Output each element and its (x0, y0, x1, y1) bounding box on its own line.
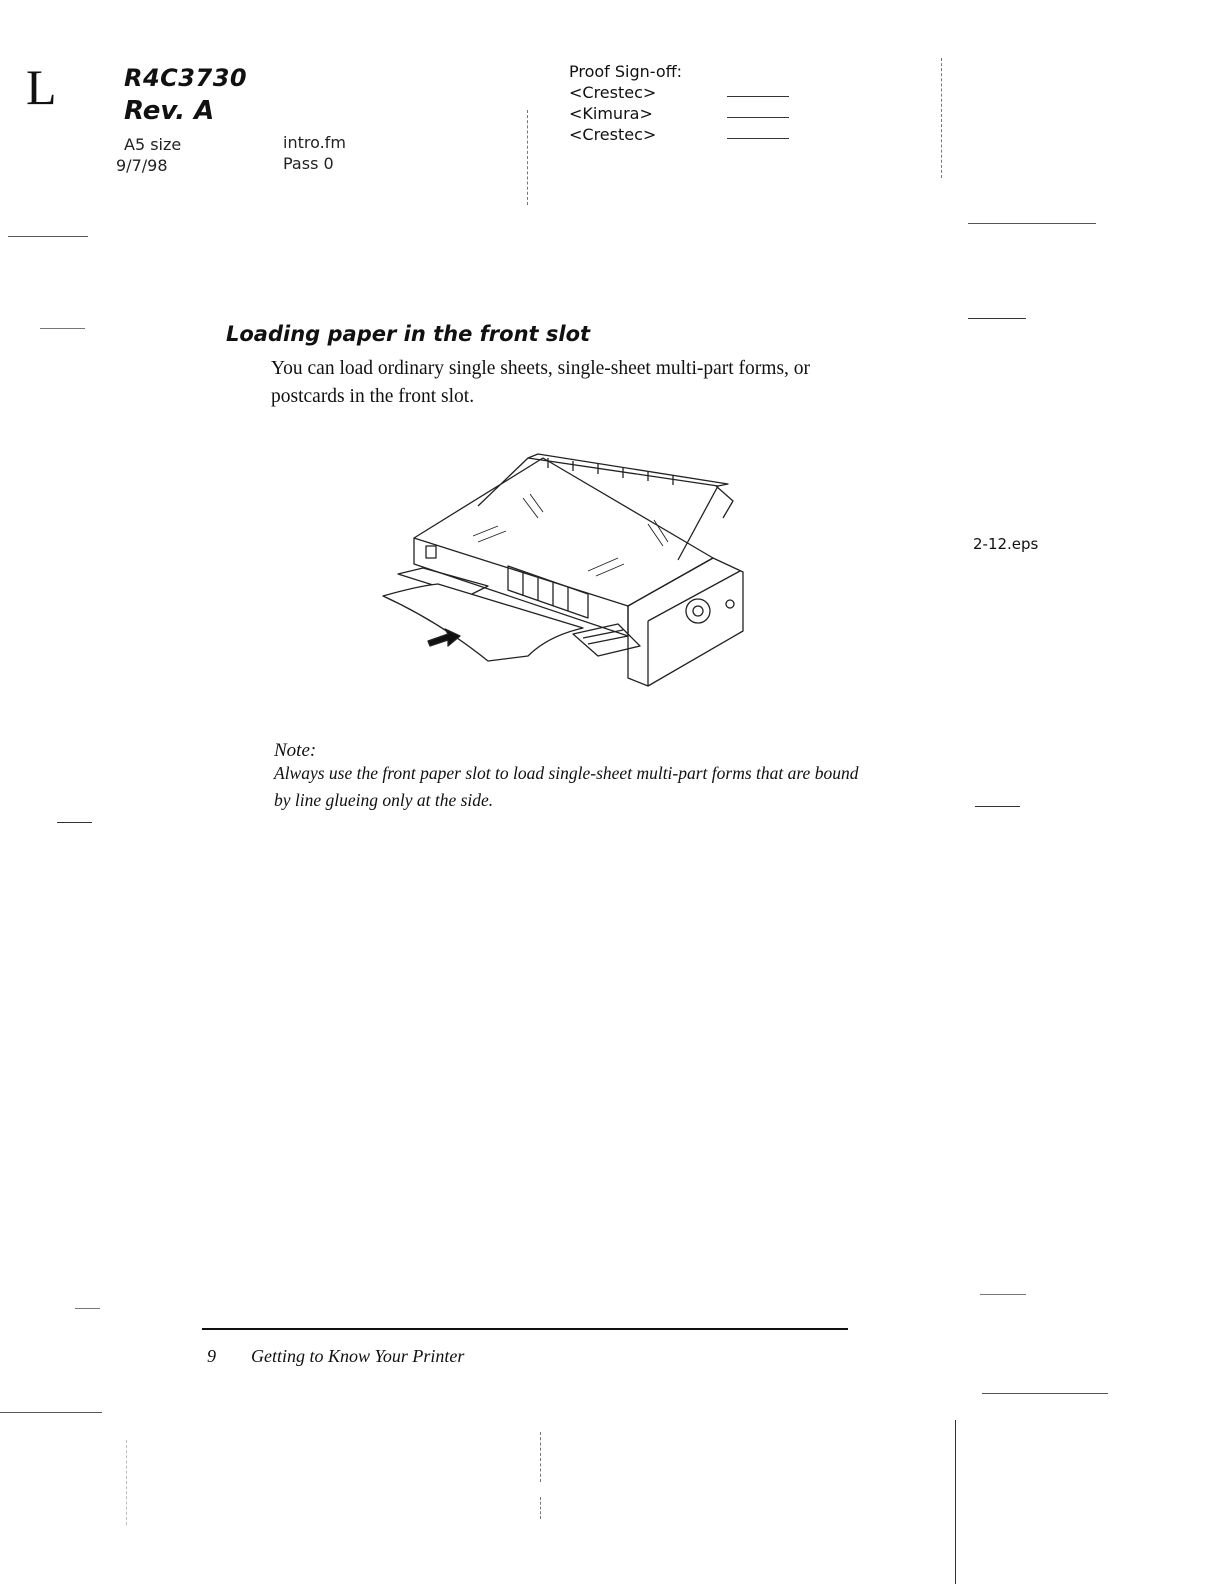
note-text: Always use the front paper slot to load single-sheet multi-part forms that are bound by line glueing only at the side. (274, 763, 859, 810)
document-code: R4C3730 (124, 64, 248, 92)
crop-mark (975, 806, 1020, 807)
note-heading: Note: (274, 740, 317, 761)
crop-mark (968, 223, 1096, 224)
crop-mark (0, 1412, 102, 1413)
crop-mark (941, 58, 942, 178)
pass-number: Pass 0 (283, 154, 334, 173)
crop-mark (40, 328, 85, 329)
crop-mark (980, 1294, 1026, 1295)
crop-mark (540, 1497, 541, 1519)
section-heading: Loading paper in the front slot (226, 322, 591, 346)
crop-mark (57, 822, 92, 823)
printer-illustration (378, 446, 748, 696)
signoff-line (727, 117, 789, 118)
crop-mark (982, 1393, 1108, 1394)
crop-mark (126, 1440, 127, 1525)
chapter-title: Getting to Know Your Printer (251, 1346, 465, 1366)
body-paragraph: You can load ordinary single sheets, single-sheet multi-part forms, or postcards in the front slot. (271, 358, 811, 407)
source-file: intro.fm (283, 133, 346, 152)
document-revision: Rev. A (124, 96, 215, 126)
page-number: 9 (207, 1346, 216, 1366)
proof-signoff-title: Proof Sign-off: (569, 62, 683, 81)
signoff-line (727, 138, 789, 139)
crop-mark (540, 1432, 541, 1482)
crop-mark (955, 1420, 956, 1584)
signoff-line (727, 96, 789, 97)
crop-mark (968, 318, 1026, 319)
printer-knob (686, 599, 710, 623)
crop-mark (8, 236, 88, 237)
crop-mark (527, 110, 528, 205)
proof-signer: <Kimura> (569, 104, 653, 123)
proof-signer: <Crestec> (569, 125, 657, 144)
printer-right-housing (628, 558, 743, 686)
paper-size: A5 size (124, 135, 182, 154)
document-date: 9/7/98 (116, 156, 168, 175)
printer-right-panel (648, 571, 740, 686)
corner-letter: L (26, 59, 57, 115)
figure-label: 2-12.eps (973, 535, 1039, 553)
footer-rule (202, 1328, 848, 1330)
crop-mark (75, 1308, 100, 1309)
proof-signer: <Crestec> (569, 83, 657, 102)
